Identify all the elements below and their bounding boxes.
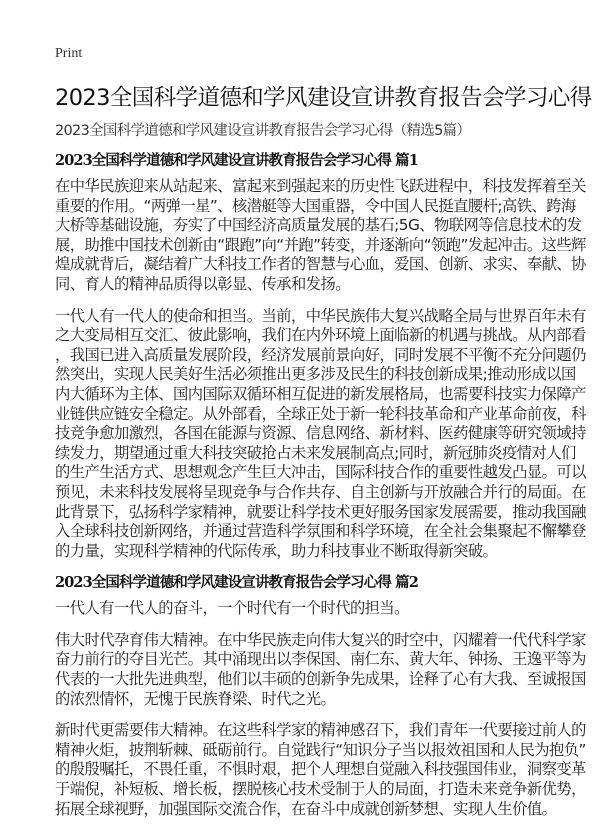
text-line: 的殷殷嘱托，不畏任重，不惧时艰，把个人理想自觉融入科技强国伟业，洞察变革 bbox=[55, 760, 586, 779]
text-line: 续发力，期望通过重大科技突破抢占未来发展制高点;同时，新冠肺炎疫情对人们 bbox=[55, 443, 576, 462]
paragraph bbox=[55, 177, 586, 295]
text-line: 入全球科技创新网络，并通过营造科学氛围和科学环境，在全社会集聚起不懈攀登 bbox=[55, 522, 586, 541]
text-line: 于端倪，补短板、增长板，摆脱核心技术受制于人的局面，打造未来竞争新优势， bbox=[55, 780, 586, 799]
text-line: 展，助推中国技术创新由“跟跑”向“并跑”转变，并逐渐向“领跑”发起冲击。这些辉 bbox=[55, 235, 586, 254]
text-line: 内大循环为主体、国内国际双循环相互促进的新发展格局，也需要科技实力保障产 bbox=[55, 384, 586, 403]
text-line: 此背景下，弘扬科学家精神，就要让科学技术更好服务国家发展需要，推动我国融 bbox=[55, 502, 586, 521]
paragraph bbox=[55, 599, 555, 619]
document-title: 2023全国科学道德和学风建设宣讲教育报告会学习心得 bbox=[55, 85, 592, 111]
document-page bbox=[55, 44, 592, 831]
text-line: 在中华民族迎来从站起来、富起来到强起来的历史性飞跃进程中，科技发挥着至关 bbox=[55, 177, 586, 195]
section-heading: 2023全国科学道德和学风建设宣讲教育报告会学习心得 篇2 bbox=[55, 574, 418, 592]
paragraph bbox=[55, 306, 586, 562]
text-line: 拓展全球视野，加强国际交流合作，在奋斗中成就创新梦想、实现人生价值。 bbox=[55, 799, 557, 818]
text-line: 伟大时代孕育伟大精神。在中华民族走向伟大复兴的时空中，闪耀着一代代科学家 bbox=[55, 630, 586, 649]
section-1 bbox=[55, 151, 586, 561]
section-2 bbox=[55, 573, 586, 819]
paragraph bbox=[55, 721, 586, 819]
document-subtitle: 2023全国科学道德和学风建设宣讲教育报告会学习心得（精选5篇） bbox=[55, 123, 471, 139]
text-line: 重要的作用。“两弹一星”、核潜艇等大国重器，令中国人民挺直腰杆;高铁、跨海 bbox=[55, 196, 576, 215]
text-line: 奋力前行的夺目光芒。其中涌现出以李保国、南仁东、黄大年、钟扬、王逸平等为 bbox=[55, 650, 586, 669]
text-line: 技竞争愈加激烈，各国在能源与资源、信息网络、新材料、医药健康等研究领域持 bbox=[55, 424, 586, 443]
section-heading: 2023全国科学道德和学风建设宣讲教育报告会学习心得 篇1 bbox=[55, 152, 418, 169]
text-line: 的力量，实现科学精神的代际传承，助力科技事业不断取得新突破。 bbox=[55, 541, 498, 560]
text-line: 代表的一大批先进典型，他们以丰硕的创新争先成果，诠释了心有大我、至诚报国 bbox=[55, 670, 586, 689]
text-line: 预见，未来科技发展将呈现竞争与合作共存、自主创新与开放融合并行的局面。在 bbox=[55, 482, 586, 501]
text-line: 新时代更需要伟大精神。在这些科学家的精神感召下，我们青年一代要接过前人的 bbox=[55, 721, 586, 740]
text-line: 业链供应链安全稳定。从外部看，全球正处于新一轮科技革命和产业革命前夜，科 bbox=[55, 404, 586, 423]
text-line: 然突出，实现人民美好生活必须推出更多涉及民生的科技创新成果;推动形成以国 bbox=[55, 365, 576, 384]
paragraph bbox=[55, 630, 586, 709]
text-line: 的浓烈情怀，无愧于民族脊梁、时代之光。 bbox=[55, 689, 336, 708]
text-line: 大桥等基础设施，夯实了中国经济高质量发展的基石;5G、物联网等信息技术的发 bbox=[55, 216, 582, 235]
text-line: 同、育人的精神品质得以彰显、传承和发扬。 bbox=[55, 274, 350, 293]
text-line: 一代人有一代人的奋斗，一个时代有一个时代的担当。 bbox=[55, 599, 409, 618]
text-line: 的生产生活方式、思想观念产生巨大冲击，国际科技合作的重要性越发凸显。可以 bbox=[55, 463, 586, 482]
text-line: 一代人有一代人的使命和担当。当前，中华民族伟大复兴战略全局与世界百年未有 bbox=[55, 306, 586, 325]
text-line: 精神火炬，披荆斩棘、砥砺前行。自觉践行“知识分子当以报效祖国和人民为抱负” bbox=[55, 740, 586, 759]
text-line: 之大变局相互交汇、彼此影响，我们在内外环境上面临新的机遇与挑战。从内部看 bbox=[55, 326, 586, 345]
print-link[interactable]: Print bbox=[55, 46, 83, 61]
text-line: 煌成就背后，凝结着广大科技工作者的智慧与心血，爱国、创新、求实、奉献、协 bbox=[55, 255, 586, 274]
text-line: ，我国已进入高质量发展阶段，经济发展前景向好，同时发展不平衡不充分问题仍 bbox=[55, 345, 586, 364]
